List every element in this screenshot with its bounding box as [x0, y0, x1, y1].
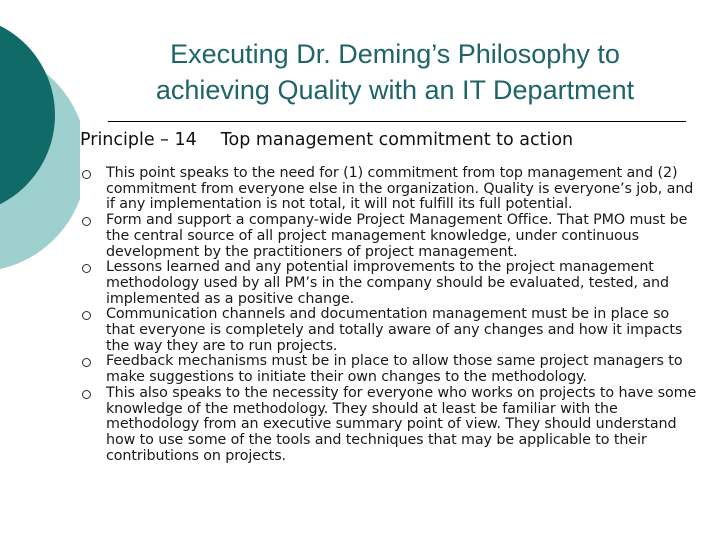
hollow-circle-icon: [82, 170, 91, 179]
bullet-text: Communication channels and documentation management must be in place so that everyone is completely and totally aware of any changes and how it impacts the way they are to run projects.: [106, 306, 683, 354]
bullet-item: [80, 260, 700, 307]
bullet-item: [80, 307, 700, 354]
bullet-text: Lessons learned and any potential improvements to the project management methodology used by all PM’s in the company should be evaluated, tested, and implemented as a positive change.: [106, 259, 669, 307]
hollow-circle-icon: [82, 217, 91, 226]
bullet-text: Form and support a company-wide Project Management Office. That PMO must be the central source of all project management knowledge, under continuous development by the practitioners of project management.: [106, 212, 688, 260]
bullet-item: [80, 213, 700, 260]
bullet-item: [80, 354, 700, 385]
title-line-1: Executing Dr. Deming’s Philosophy to: [170, 39, 620, 69]
principle-label: Principle – 14: [80, 130, 197, 150]
principle-text: Top management commitment to action: [220, 130, 574, 150]
principle-heading: [80, 128, 700, 152]
bullet-list: [80, 166, 700, 464]
hollow-circle-icon: [82, 264, 91, 273]
bullet-text: This also speaks to the necessity for everyone who works on projects to have some knowledge of the methodology. They should at least be familiar with the methodology from an executive summary point of view. They should understand how to use some of the tools and techniques that may be applicable to their contributions on projects.: [106, 384, 697, 464]
slide-title: [110, 36, 680, 108]
hollow-circle-icon: [82, 311, 91, 320]
title-divider: [108, 121, 686, 122]
bullet-item: [80, 386, 700, 465]
hollow-circle-icon: [82, 390, 91, 399]
hollow-circle-icon: [82, 358, 91, 367]
decorative-circles: [0, 0, 80, 300]
title-line-2: achieving Quality with an IT Department: [155, 75, 635, 105]
bullet-text: Feedback mechanisms must be in place to allow those same project managers to make suggestions to initiate their own changes to the methodology.: [106, 353, 683, 386]
bullet-text: This point speaks to the need for (1) commitment from top management and (2) commitment from everyone else in the organization. Quality is everyone’s job, and if any implementation is not total, it will not fulfill its full potential.: [106, 165, 694, 213]
bullet-item: [80, 166, 700, 213]
